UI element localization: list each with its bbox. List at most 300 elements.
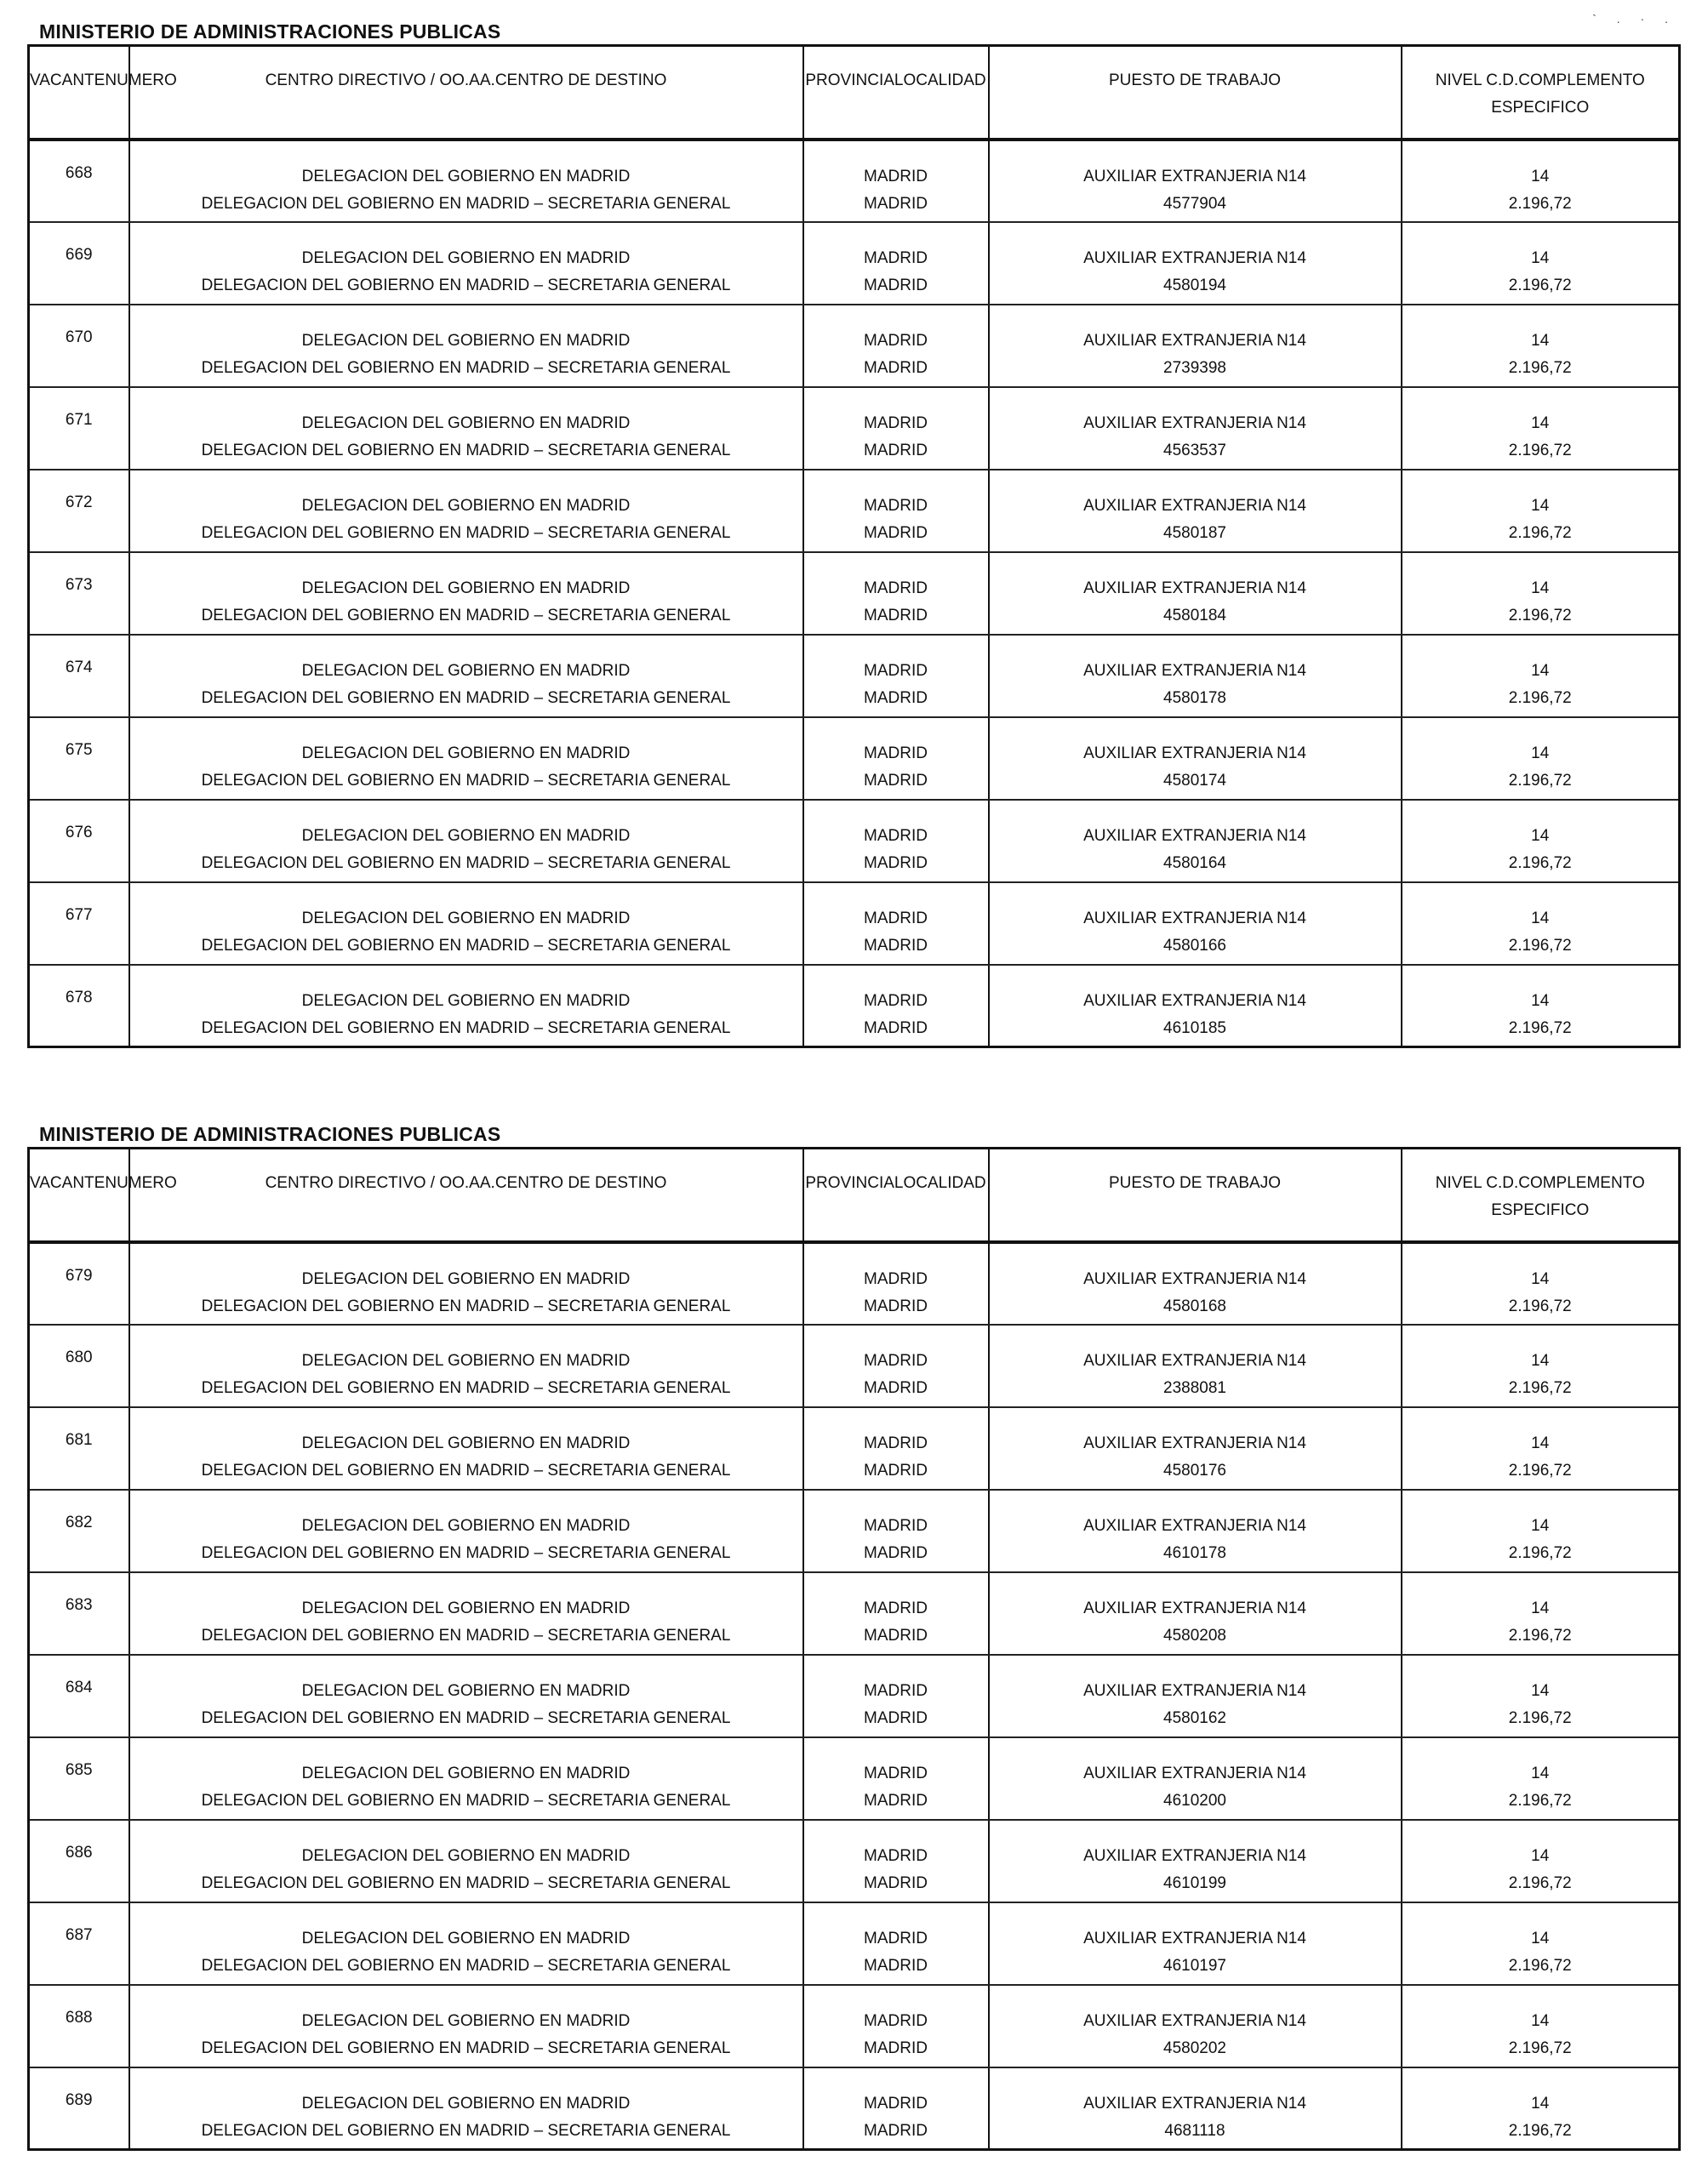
vacante-numero-value: 679 [65, 1266, 93, 1285]
nivel-cd: 14 [1531, 1929, 1550, 1947]
localidad: MADRID [864, 1873, 928, 1892]
vacante-numero [29, 1572, 129, 1655]
puesto-cell [989, 387, 1402, 470]
centro-directivo: DELEGACION DEL GOBIERNO EN MADRID [301, 1269, 631, 1288]
table-header-row [29, 46, 1680, 140]
nivel-cd: 14 [1531, 1681, 1550, 1700]
puesto-cell [989, 717, 1402, 800]
localidad: MADRID [864, 2039, 928, 2057]
provincia-cell [803, 800, 989, 882]
nivel-cell [1402, 965, 1680, 1047]
table-row [29, 1242, 1680, 1325]
centro-cell [129, 1985, 803, 2067]
header-provincia-line2: LOCALIDAD [894, 71, 986, 89]
vacante-numero [29, 1490, 129, 1572]
nivel-cell [1402, 1985, 1680, 2067]
centro-destino: DELEGACION DEL GOBIERNO EN MADRID – SECRETARIA GENERAL [201, 1018, 731, 1037]
centro-destino: DELEGACION DEL GOBIERNO EN MADRID – SECRETARIA GENERAL [201, 276, 731, 294]
header-centro-line2: CENTRO DE DESTINO [494, 71, 667, 89]
puesto-cell [989, 552, 1402, 635]
nivel-cd: 14 [1531, 579, 1550, 597]
centro-destino: DELEGACION DEL GOBIERNO EN MADRID – SECRETARIA GENERAL [201, 441, 731, 459]
centro-destino: DELEGACION DEL GOBIERNO EN MADRID – SECRETARIA GENERAL [201, 936, 731, 955]
centro-directivo: DELEGACION DEL GOBIERNO EN MADRID [301, 2094, 631, 2113]
localidad: MADRID [864, 771, 928, 790]
vacante-numero [29, 1242, 129, 1325]
complemento-especifico: 2.196,72 [1508, 1378, 1572, 1397]
header-nivel-line1: NIVEL C.D. [1435, 1174, 1519, 1192]
complemento-especifico: 2.196,72 [1508, 2121, 1572, 2140]
nivel-cell [1402, 1490, 1680, 1572]
vacante-numero [29, 635, 129, 717]
vacante-numero-value: 687 [65, 1925, 93, 1944]
centro-directivo: DELEGACION DEL GOBIERNO EN MADRID [301, 744, 631, 762]
puesto-trabajo: AUXILIAR EXTRANJERIA N14 [1083, 167, 1306, 185]
centro-cell [129, 222, 803, 305]
puesto-codigo: 4610199 [1163, 1873, 1226, 1892]
provincia: MADRID [864, 1929, 928, 1947]
provincia: MADRID [864, 1351, 928, 1370]
provincia-cell [803, 1902, 989, 1985]
provincia: MADRID [864, 167, 928, 185]
nivel-cell [1402, 140, 1680, 222]
header-provincia-line2: LOCALIDAD [894, 1174, 986, 1192]
puesto-trabajo: AUXILIAR EXTRANJERIA N14 [1083, 909, 1306, 927]
header-centro-line1: CENTRO DIRECTIVO / OO.AA. [265, 71, 495, 89]
centro-cell [129, 1820, 803, 1902]
puesto-codigo: 4610197 [1163, 1956, 1226, 1975]
centro-directivo: DELEGACION DEL GOBIERNO EN MADRID [301, 331, 631, 350]
centro-destino: DELEGACION DEL GOBIERNO EN MADRID – SECRETARIA GENERAL [201, 523, 731, 542]
header-centro [129, 46, 803, 140]
puesto-cell [989, 1985, 1402, 2067]
centro-destino: DELEGACION DEL GOBIERNO EN MADRID – SECRETARIA GENERAL [201, 688, 731, 707]
vacante-numero-value: 688 [65, 2008, 93, 2027]
complemento-especifico: 2.196,72 [1508, 853, 1572, 872]
centro-cell [129, 965, 803, 1047]
nivel-cd: 14 [1531, 1434, 1550, 1452]
provincia-cell [803, 387, 989, 470]
vacancy-table [27, 44, 1681, 1048]
nivel-cd: 14 [1531, 167, 1550, 185]
vacante-numero-value: 684 [65, 1678, 93, 1696]
ministry-heading: MINISTERIO DE ADMINISTRACIONES PUBLICAS [39, 20, 501, 43]
nivel-cd: 14 [1531, 1516, 1550, 1535]
localidad: MADRID [864, 194, 928, 213]
localidad: MADRID [864, 606, 928, 624]
nivel-cd: 14 [1531, 2011, 1550, 2030]
header-vacante [29, 46, 177, 140]
complemento-especifico: 2.196,72 [1508, 1297, 1572, 1315]
puesto-trabajo: AUXILIAR EXTRANJERIA N14 [1083, 1351, 1306, 1370]
provincia: MADRID [864, 2094, 928, 2113]
puesto-trabajo: AUXILIAR EXTRANJERIA N14 [1083, 1599, 1306, 1617]
header-vacante-line1: VACANTE [30, 1174, 106, 1192]
complemento-especifico: 2.196,72 [1508, 1018, 1572, 1037]
header-puesto-line1: PUESTO DE TRABAJO [1108, 1174, 1281, 1192]
complemento-especifico: 2.196,72 [1508, 936, 1572, 955]
complemento-especifico: 2.196,72 [1508, 1873, 1572, 1892]
puesto-cell [989, 800, 1402, 882]
localidad: MADRID [864, 358, 928, 377]
header-provincia-line1: PROVINCIA [805, 1174, 894, 1192]
provincia-cell [803, 305, 989, 387]
complemento-especifico: 2.196,72 [1508, 771, 1572, 790]
centro-cell [129, 635, 803, 717]
nivel-cell [1402, 800, 1680, 882]
complemento-especifico: 2.196,72 [1508, 358, 1572, 377]
centro-cell [129, 882, 803, 965]
nivel-cell [1402, 1325, 1680, 1407]
scan-corner-mark: ` . · . [1592, 12, 1676, 26]
table-body [29, 140, 1680, 1047]
puesto-cell [989, 1820, 1402, 1902]
vacante-numero-value: 673 [65, 575, 93, 594]
vacante-numero [29, 717, 129, 800]
nivel-cd: 14 [1531, 991, 1550, 1010]
nivel-cell [1402, 635, 1680, 717]
puesto-trabajo: AUXILIAR EXTRANJERIA N14 [1083, 1516, 1306, 1535]
puesto-cell [989, 1242, 1402, 1325]
header-provincia [803, 1149, 989, 1242]
centro-directivo: DELEGACION DEL GOBIERNO EN MADRID [301, 413, 631, 432]
localidad: MADRID [864, 276, 928, 294]
vacante-numero-value: 689 [65, 2090, 93, 2109]
vacante-numero-value: 681 [65, 1430, 93, 1449]
table-row [29, 470, 1680, 552]
provincia-cell [803, 1325, 989, 1407]
table-row [29, 717, 1680, 800]
provincia-cell [803, 140, 989, 222]
vacante-numero [29, 552, 129, 635]
table-row [29, 1985, 1680, 2067]
puesto-codigo: 4580174 [1163, 771, 1226, 790]
header-nivel [1402, 46, 1680, 140]
table-row [29, 882, 1680, 965]
centro-directivo: DELEGACION DEL GOBIERNO EN MADRID [301, 1846, 631, 1865]
provincia-cell [803, 1242, 989, 1325]
complemento-especifico: 2.196,72 [1508, 194, 1572, 213]
centro-directivo: DELEGACION DEL GOBIERNO EN MADRID [301, 909, 631, 927]
nivel-cd: 14 [1531, 331, 1550, 350]
puesto-codigo: 4580202 [1163, 2039, 1226, 2057]
vacancy-table [27, 1147, 1681, 2151]
centro-cell [129, 1490, 803, 1572]
provincia-cell [803, 717, 989, 800]
centro-cell [129, 470, 803, 552]
provincia-cell [803, 965, 989, 1047]
vacante-numero [29, 965, 129, 1047]
centro-directivo: DELEGACION DEL GOBIERNO EN MADRID [301, 579, 631, 597]
table-row [29, 140, 1680, 222]
nivel-cell [1402, 2067, 1680, 2150]
centro-directivo: DELEGACION DEL GOBIERNO EN MADRID [301, 1516, 631, 1535]
puesto-cell [989, 222, 1402, 305]
header-provincia [803, 46, 989, 140]
puesto-cell [989, 965, 1402, 1047]
complemento-especifico: 2.196,72 [1508, 1791, 1572, 1810]
nivel-cd: 14 [1531, 2094, 1550, 2113]
provincia-cell [803, 2067, 989, 2150]
puesto-codigo: 4580166 [1163, 936, 1226, 955]
table-row [29, 2067, 1680, 2150]
vacante-numero-value: 668 [65, 163, 93, 182]
vacante-numero-value: 674 [65, 658, 93, 676]
centro-cell [129, 387, 803, 470]
centro-directivo: DELEGACION DEL GOBIERNO EN MADRID [301, 1929, 631, 1947]
complemento-especifico: 2.196,72 [1508, 1543, 1572, 1562]
centro-directivo: DELEGACION DEL GOBIERNO EN MADRID [301, 826, 631, 845]
nivel-cd: 14 [1531, 1351, 1550, 1370]
header-nivel-line1: NIVEL C.D. [1435, 71, 1519, 89]
puesto-cell [989, 1407, 1402, 1490]
centro-destino: DELEGACION DEL GOBIERNO EN MADRID – SECRETARIA GENERAL [201, 1461, 731, 1480]
centro-destino: DELEGACION DEL GOBIERNO EN MADRID – SECRETARIA GENERAL [201, 358, 731, 377]
header-provincia-line1: PROVINCIA [805, 71, 894, 89]
centro-cell [129, 305, 803, 387]
table-row [29, 1902, 1680, 1985]
provincia: MADRID [864, 2011, 928, 2030]
vacante-numero-value: 678 [65, 988, 93, 1006]
header-vacante-line2: NUMERO [105, 71, 177, 89]
vacante-numero-value: 680 [65, 1348, 93, 1366]
nivel-cd: 14 [1531, 1764, 1550, 1782]
vacante-numero [29, 1820, 129, 1902]
localidad: MADRID [864, 1378, 928, 1397]
nivel-cell [1402, 222, 1680, 305]
header-nivel-line2: COMPLEMENTO ESPECIFICO [1491, 71, 1645, 117]
provincia: MADRID [864, 248, 928, 267]
complemento-especifico: 2.196,72 [1508, 523, 1572, 542]
centro-directivo: DELEGACION DEL GOBIERNO EN MADRID [301, 1764, 631, 1782]
provincia: MADRID [864, 331, 928, 350]
centro-destino: DELEGACION DEL GOBIERNO EN MADRID – SECRETARIA GENERAL [201, 853, 731, 872]
localidad: MADRID [864, 523, 928, 542]
provincia-cell [803, 635, 989, 717]
puesto-trabajo: AUXILIAR EXTRANJERIA N14 [1083, 991, 1306, 1010]
nivel-cell [1402, 1572, 1680, 1655]
localidad: MADRID [864, 1018, 928, 1037]
centro-destino: DELEGACION DEL GOBIERNO EN MADRID – SECRETARIA GENERAL [201, 1956, 731, 1975]
nivel-cd: 14 [1531, 248, 1550, 267]
table-row [29, 800, 1680, 882]
vacante-numero [29, 1985, 129, 2067]
complemento-especifico: 2.196,72 [1508, 276, 1572, 294]
centro-destino: DELEGACION DEL GOBIERNO EN MADRID – SECRETARIA GENERAL [201, 1873, 731, 1892]
localidad: MADRID [864, 1461, 928, 1480]
nivel-cd: 14 [1531, 1846, 1550, 1865]
puesto-trabajo: AUXILIAR EXTRANJERIA N14 [1083, 331, 1306, 350]
table-row [29, 1490, 1680, 1572]
vacante-numero-value: 686 [65, 1843, 93, 1862]
centro-destino: DELEGACION DEL GOBIERNO EN MADRID – SECRETARIA GENERAL [201, 1297, 731, 1315]
centro-directivo: DELEGACION DEL GOBIERNO EN MADRID [301, 991, 631, 1010]
vacante-numero [29, 1407, 129, 1490]
puesto-trabajo: AUXILIAR EXTRANJERIA N14 [1083, 248, 1306, 267]
table-row [29, 1325, 1680, 1407]
puesto-codigo: 4580208 [1163, 1626, 1226, 1645]
table-row [29, 1655, 1680, 1737]
puesto-codigo: 4580168 [1163, 1297, 1226, 1315]
centro-destino: DELEGACION DEL GOBIERNO EN MADRID – SECRETARIA GENERAL [201, 1708, 731, 1727]
centro-cell [129, 1572, 803, 1655]
nivel-cell [1402, 470, 1680, 552]
nivel-cell [1402, 1407, 1680, 1490]
provincia: MADRID [864, 496, 928, 515]
vacante-numero [29, 470, 129, 552]
vacante-numero [29, 882, 129, 965]
provincia-cell [803, 222, 989, 305]
table-row [29, 222, 1680, 305]
provincia-cell [803, 1572, 989, 1655]
centro-destino: DELEGACION DEL GOBIERNO EN MADRID – SECRETARIA GENERAL [201, 1378, 731, 1397]
table-row [29, 1820, 1680, 1902]
table-row [29, 635, 1680, 717]
centro-cell [129, 552, 803, 635]
vacante-numero [29, 800, 129, 882]
puesto-codigo: 4580184 [1163, 606, 1226, 624]
centro-cell [129, 1242, 803, 1325]
puesto-cell [989, 1325, 1402, 1407]
puesto-trabajo: AUXILIAR EXTRANJERIA N14 [1083, 826, 1306, 845]
nivel-cd: 14 [1531, 413, 1550, 432]
puesto-trabajo: AUXILIAR EXTRANJERIA N14 [1083, 661, 1306, 680]
vacante-numero-value: 676 [65, 823, 93, 841]
provincia-cell [803, 1737, 989, 1820]
centro-directivo: DELEGACION DEL GOBIERNO EN MADRID [301, 1434, 631, 1452]
puesto-cell [989, 1655, 1402, 1737]
complemento-especifico: 2.196,72 [1508, 688, 1572, 707]
vacante-numero-value: 669 [65, 245, 93, 264]
puesto-codigo: 4580176 [1163, 1461, 1226, 1480]
localidad: MADRID [864, 1626, 928, 1645]
table-header-row [29, 1149, 1680, 1242]
centro-cell [129, 1407, 803, 1490]
localidad: MADRID [864, 853, 928, 872]
nivel-cell [1402, 882, 1680, 965]
provincia-cell [803, 1490, 989, 1572]
puesto-codigo: 4681118 [1164, 2121, 1225, 2140]
table-row [29, 305, 1680, 387]
complemento-especifico: 2.196,72 [1508, 2039, 1572, 2057]
vacancy-table-block-1 [27, 19, 1678, 1048]
puesto-trabajo: AUXILIAR EXTRANJERIA N14 [1083, 1764, 1306, 1782]
complemento-especifico: 2.196,72 [1508, 441, 1572, 459]
puesto-codigo: 4610185 [1163, 1018, 1226, 1037]
puesto-trabajo: AUXILIAR EXTRANJERIA N14 [1083, 1681, 1306, 1700]
provincia: MADRID [864, 909, 928, 927]
vacancy-table-block-2 [27, 1121, 1678, 2151]
nivel-cell [1402, 387, 1680, 470]
provincia: MADRID [864, 413, 928, 432]
centro-directivo: DELEGACION DEL GOBIERNO EN MADRID [301, 661, 631, 680]
nivel-cd: 14 [1531, 1269, 1550, 1288]
header-centro-line2: CENTRO DE DESTINO [494, 1174, 667, 1192]
nivel-cell [1402, 1902, 1680, 1985]
puesto-trabajo: AUXILIAR EXTRANJERIA N14 [1083, 413, 1306, 432]
vacante-numero-value: 682 [65, 1513, 93, 1531]
complemento-especifico: 2.196,72 [1508, 1461, 1572, 1480]
centro-cell [129, 1325, 803, 1407]
nivel-cd: 14 [1531, 661, 1550, 680]
table-row [29, 1572, 1680, 1655]
localidad: MADRID [864, 936, 928, 955]
puesto-cell [989, 140, 1402, 222]
localidad: MADRID [864, 2121, 928, 2140]
nivel-cell [1402, 717, 1680, 800]
table-row [29, 552, 1680, 635]
provincia: MADRID [864, 744, 928, 762]
puesto-cell [989, 1737, 1402, 1820]
centro-destino: DELEGACION DEL GOBIERNO EN MADRID – SECRETARIA GENERAL [201, 1626, 731, 1645]
header-nivel-line2: COMPLEMENTO ESPECIFICO [1491, 1174, 1645, 1219]
header-vacante-line1: VACANTE [30, 71, 106, 89]
header-vacante-line2: NUMERO [105, 1174, 177, 1192]
provincia: MADRID [864, 826, 928, 845]
localidad: MADRID [864, 1543, 928, 1562]
provincia-cell [803, 1985, 989, 2067]
provincia: MADRID [864, 1516, 928, 1535]
nivel-cell [1402, 1820, 1680, 1902]
provincia: MADRID [864, 991, 928, 1010]
provincia: MADRID [864, 1269, 928, 1288]
centro-cell [129, 717, 803, 800]
centro-destino: DELEGACION DEL GOBIERNO EN MADRID – SECRETARIA GENERAL [201, 2039, 731, 2057]
provincia: MADRID [864, 1764, 928, 1782]
provincia: MADRID [864, 579, 928, 597]
centro-cell [129, 2067, 803, 2150]
vacante-numero [29, 2067, 129, 2150]
puesto-cell [989, 1572, 1402, 1655]
vacante-numero [29, 387, 129, 470]
vacante-numero-value: 671 [65, 410, 93, 429]
centro-cell [129, 1655, 803, 1737]
centro-destino: DELEGACION DEL GOBIERNO EN MADRID – SECRETARIA GENERAL [201, 1791, 731, 1810]
table-row [29, 1407, 1680, 1490]
puesto-trabajo: AUXILIAR EXTRANJERIA N14 [1083, 496, 1306, 515]
puesto-cell [989, 1902, 1402, 1985]
header-puesto [989, 46, 1402, 140]
provincia: MADRID [864, 661, 928, 680]
centro-destino: DELEGACION DEL GOBIERNO EN MADRID – SECRETARIA GENERAL [201, 2121, 731, 2140]
header-centro-line1: CENTRO DIRECTIVO / OO.AA. [265, 1174, 495, 1192]
nivel-cell [1402, 1655, 1680, 1737]
vacante-numero-value: 685 [65, 1760, 93, 1779]
provincia: MADRID [864, 1681, 928, 1700]
vacante-numero [29, 1737, 129, 1820]
puesto-codigo: 4563537 [1163, 441, 1226, 459]
vacante-numero [29, 1902, 129, 1985]
table-row [29, 387, 1680, 470]
provincia-cell [803, 552, 989, 635]
provincia-cell [803, 1407, 989, 1490]
provincia: MADRID [864, 1434, 928, 1452]
puesto-trabajo: AUXILIAR EXTRANJERIA N14 [1083, 1269, 1306, 1288]
header-nivel [1402, 1149, 1680, 1242]
nivel-cd: 14 [1531, 496, 1550, 515]
centro-destino: DELEGACION DEL GOBIERNO EN MADRID – SECRETARIA GENERAL [201, 771, 731, 790]
centro-destino: DELEGACION DEL GOBIERNO EN MADRID – SECRETARIA GENERAL [201, 606, 731, 624]
table-body [29, 1242, 1680, 2150]
nivel-cd: 14 [1531, 909, 1550, 927]
complemento-especifico: 2.196,72 [1508, 606, 1572, 624]
puesto-cell [989, 305, 1402, 387]
puesto-codigo: 4580162 [1163, 1708, 1226, 1727]
localidad: MADRID [864, 441, 928, 459]
localidad: MADRID [864, 1708, 928, 1727]
centro-directivo: DELEGACION DEL GOBIERNO EN MADRID [301, 496, 631, 515]
vacante-numero-value: 672 [65, 493, 93, 511]
